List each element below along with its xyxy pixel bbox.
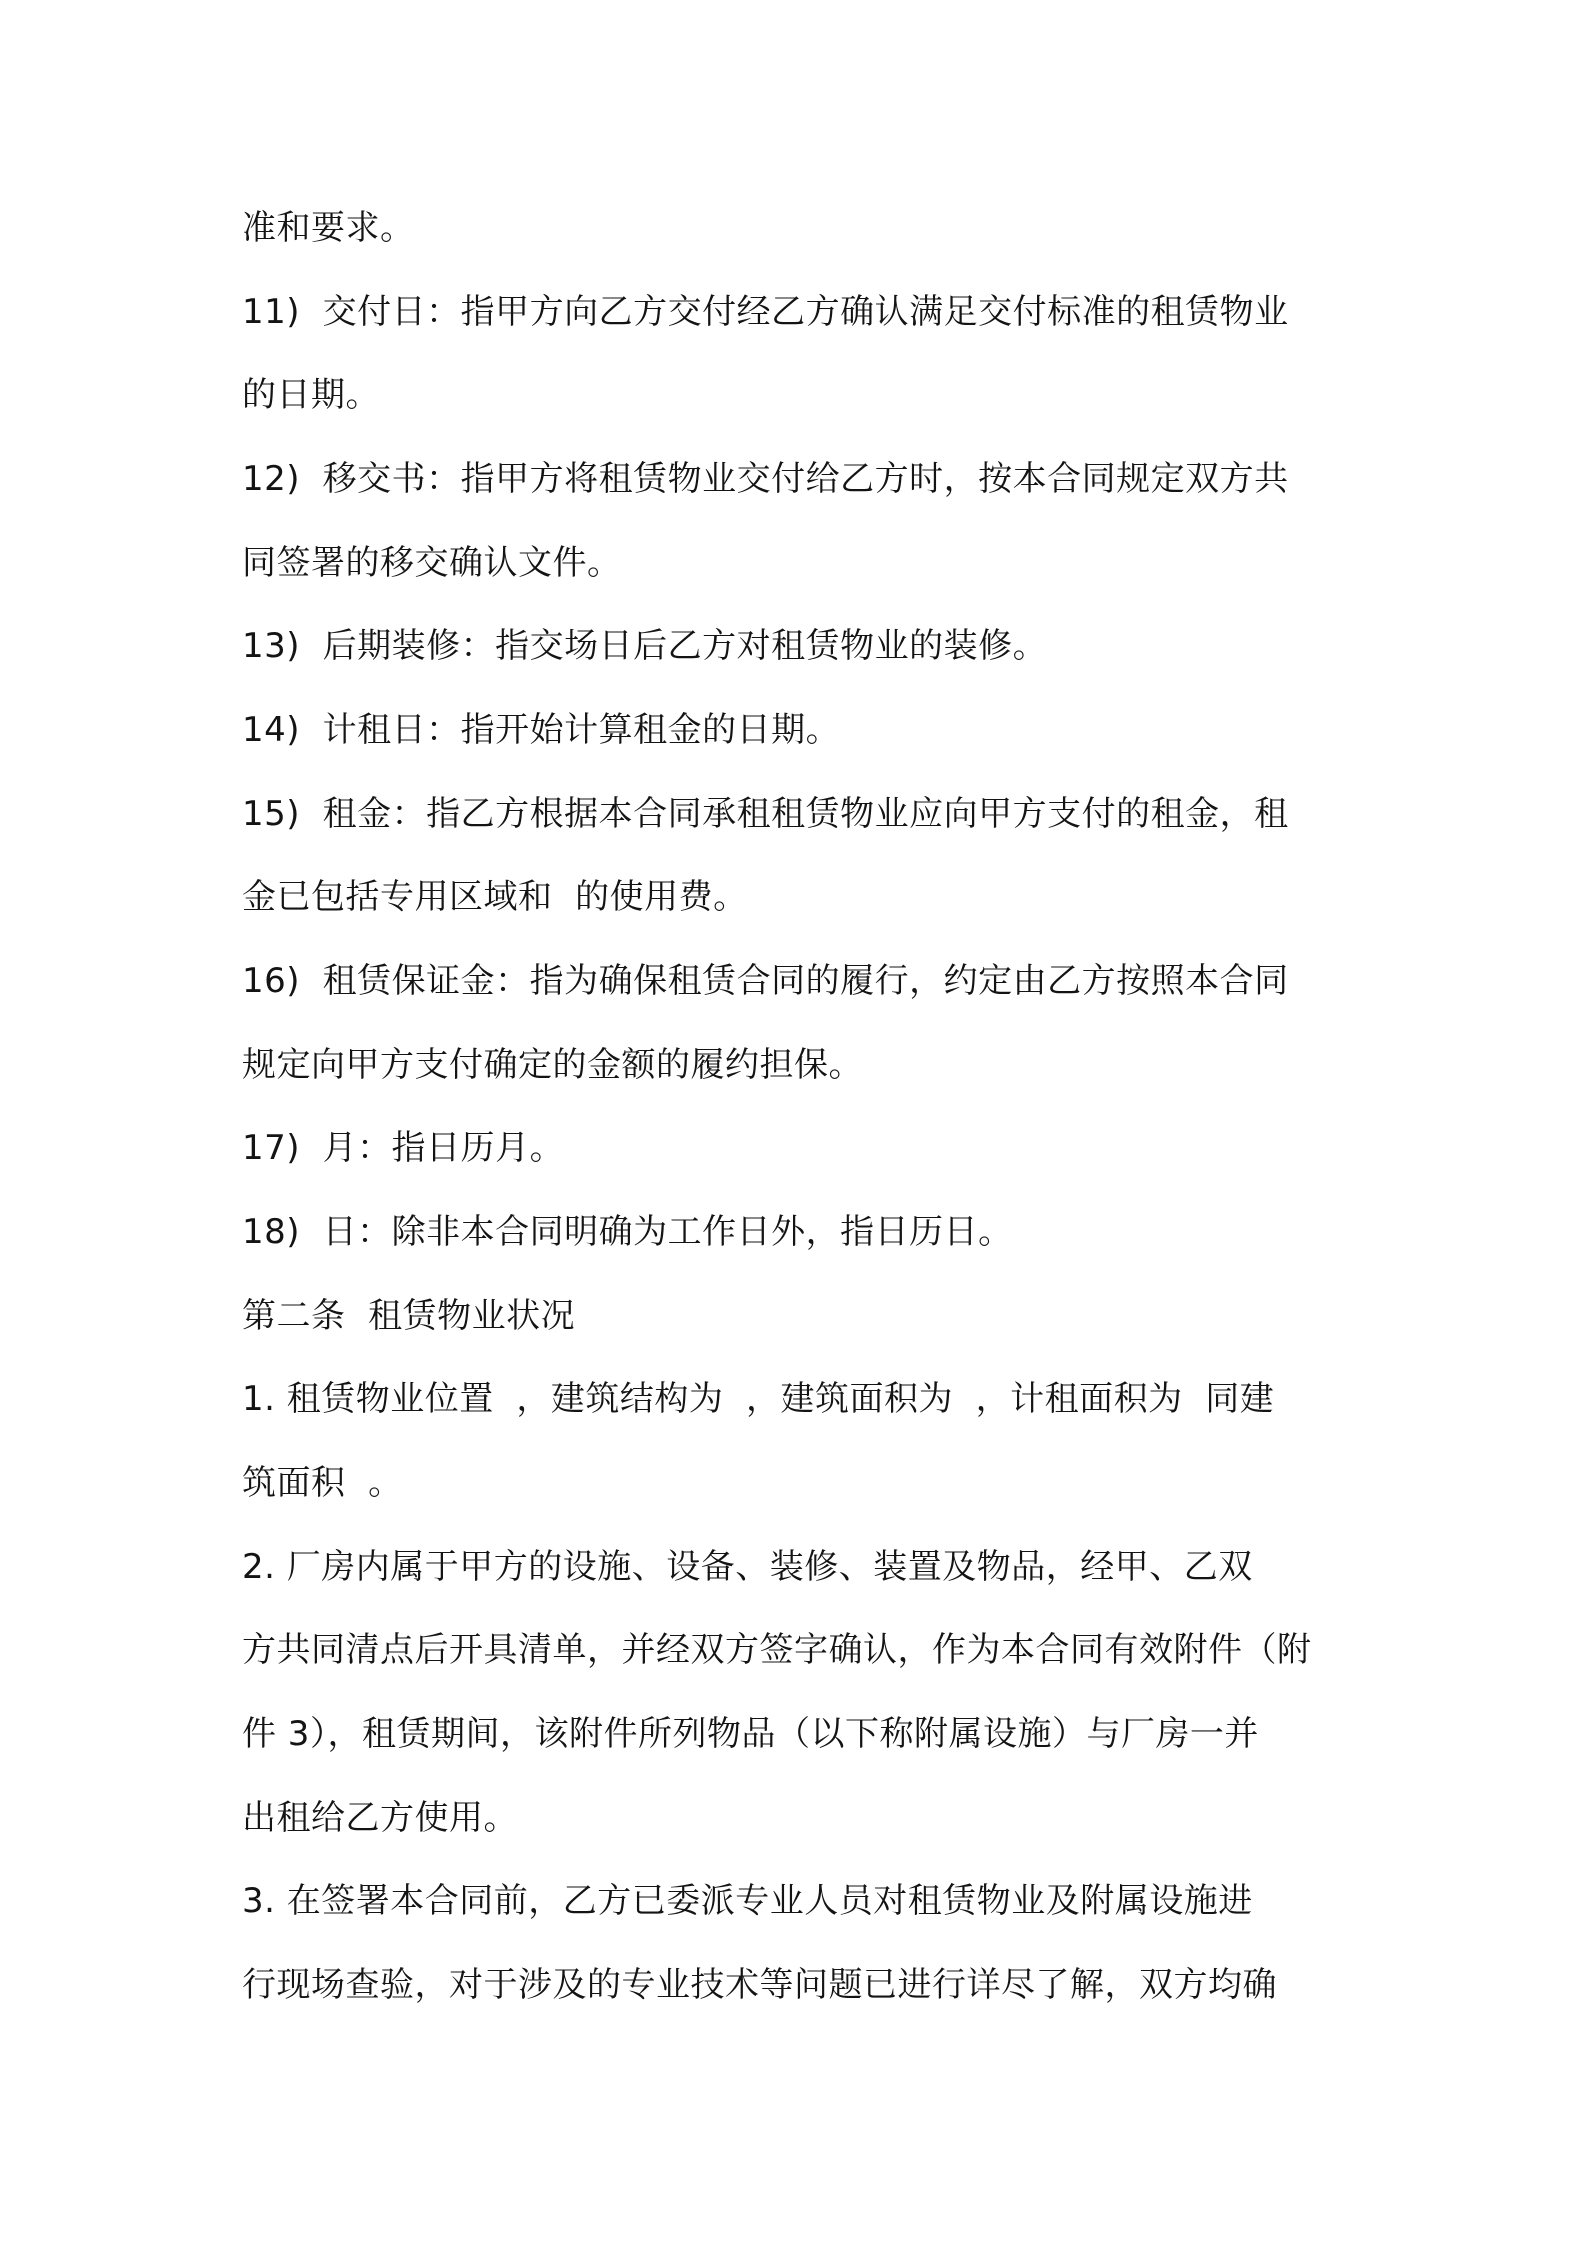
text-line: 16) 租赁保证金：指为确保租赁合同的履行，约定由乙方按照本合同 — [242, 961, 1289, 1001]
text-line: 出租给乙方使用。 — [242, 1798, 518, 1838]
text-line: 2. 厂房内属于甲方的设施、设备、装修、装置及物品，经甲、乙双 — [242, 1547, 1253, 1587]
text-line: 15) 租金：指乙方根据本合同承租租赁物业应向甲方支付的租金，租 — [242, 794, 1289, 834]
text-line: 同签署的移交确认文件。 — [242, 543, 622, 583]
text-line: 件 3），租赁期间，该附件所列物品（以下称附属设施）与厂房一并 — [242, 1714, 1259, 1754]
text-line: 12) 移交书：指甲方将租赁物业交付给乙方时，按本合同规定双方共 — [242, 459, 1289, 499]
text-line: 3. 在签署本合同前，乙方已委派专业人员对租赁物业及附属设施进 — [242, 1881, 1253, 1921]
text-line: 准和要求。 — [242, 208, 415, 248]
text-line: 筑面积 。 — [242, 1463, 403, 1503]
text-line: 17) 月：指日历月。 — [242, 1128, 565, 1168]
text-line: 方共同清点后开具清单，并经双方签字确认，作为本合同有效附件（附 — [242, 1630, 1312, 1670]
text-line: 18) 日：除非本合同明确为工作日外，指日历日。 — [242, 1212, 1013, 1252]
text-line: 行现场查验，对于涉及的专业技术等问题已进行详尽了解，双方均确 — [242, 1965, 1277, 2005]
text-line: 金已包括专用区域和 的使用费。 — [242, 877, 748, 917]
text-line: 14) 计租日：指开始计算租金的日期。 — [242, 710, 841, 750]
section-heading: 第二条 租赁物业状况 — [242, 1296, 576, 1336]
text-line: 的日期。 — [242, 375, 380, 415]
text-line: 13) 后期装修：指交场日后乙方对租赁物业的装修。 — [242, 626, 1048, 666]
text-line: 规定向甲方支付确定的金额的履约担保。 — [242, 1045, 863, 1085]
text-line: 1. 租赁物业位置 ，建筑结构为 ，建筑面积为 ，计租面积为 同建 — [242, 1379, 1275, 1419]
text-line: 11) 交付日：指甲方向乙方交付经乙方确认满足交付标准的租赁物业 — [242, 292, 1289, 332]
